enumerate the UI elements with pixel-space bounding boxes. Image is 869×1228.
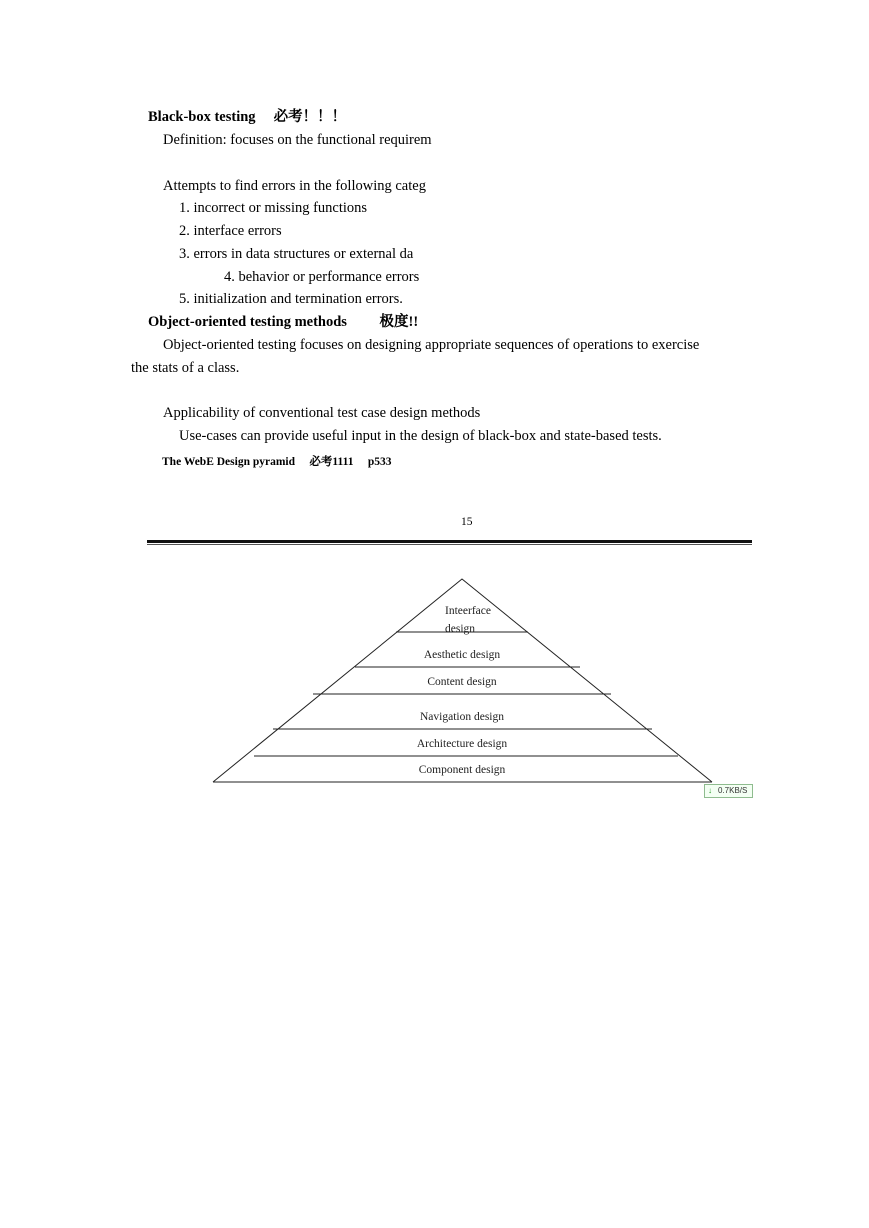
heading-object-oriented-testing: Object-oriented testing methods 极度!!: [148, 314, 419, 330]
pyramid-caption: The WebE Design pyramid 必考1111 p533: [162, 456, 392, 468]
list-item: 1. incorrect or missing functions: [179, 200, 368, 216]
list-item: 3. errors in data structures or external da: [179, 246, 414, 262]
level-aesthetic: Aesthetic design: [423, 649, 501, 661]
level-component: Component design: [418, 764, 506, 776]
level-navigation: Navigation design: [420, 711, 504, 723]
applicability-text: Applicability of conventional test case design methods: [163, 405, 481, 421]
attempts-text: Attempts to find errors in the following categ: [163, 178, 426, 194]
list-item: 4. behavior or performance errors: [224, 269, 420, 285]
download-speed-text: 0.7KB/S: [718, 786, 748, 795]
level-architecture: Architecture design: [416, 738, 508, 750]
list-item: 5. initialization and termination errors.: [179, 291, 403, 307]
download-arrow-icon: ↓: [708, 786, 712, 795]
download-speed-badge: [704, 784, 753, 798]
page-divider-thin: [147, 544, 752, 545]
level-interface-line1: Inteerface: [445, 605, 491, 617]
definition-text: Definition: focuses on the functional requirem: [163, 132, 432, 148]
oo-paragraph-line1: Object-oriented testing focuses on designing appropriate sequences of operations to exercise: [163, 337, 700, 353]
list-item: 2. interface errors: [179, 223, 282, 239]
level-interface-line2: design: [445, 623, 476, 635]
level-content: Content design: [427, 676, 497, 688]
heading-black-box-testing: Black-box testing 必考！！！: [148, 109, 347, 125]
page-divider-thick: [147, 540, 752, 543]
page-number: 15: [461, 516, 473, 528]
oo-paragraph-line2: the stats of a class.: [131, 360, 240, 376]
usecases-text: Use-cases can provide useful input in the design of black-box and state-based tests.: [179, 428, 662, 444]
